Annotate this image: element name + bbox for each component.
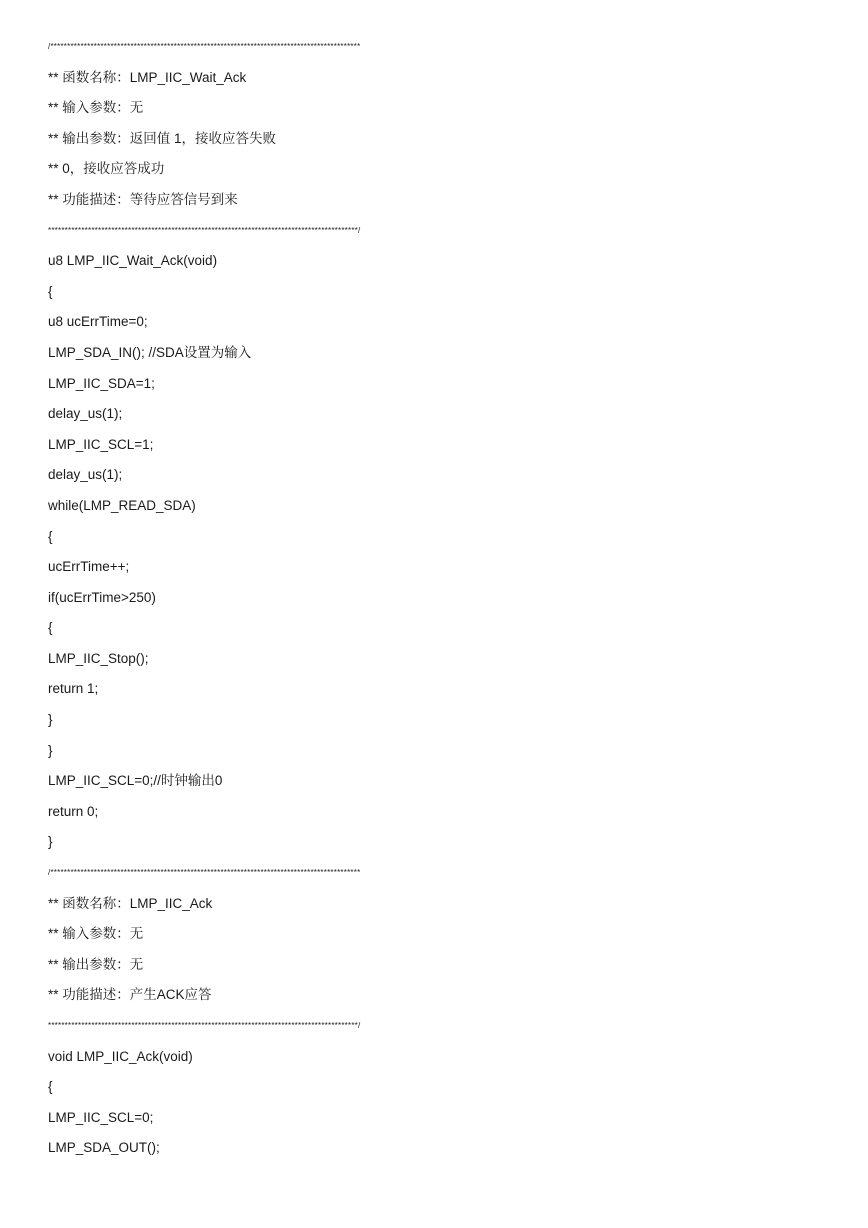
code-line: LMP_IIC_SCL=0; — [48, 1109, 154, 1125]
code-line: delay_us(1); — [48, 467, 123, 483]
code-line: { — [48, 620, 53, 636]
comment-function-name: ** 函数名称：LMP_IIC_Ack — [48, 895, 213, 911]
code-line: LMP_IIC_SCL=0;//时钟输出0 — [48, 773, 223, 789]
code-line: LMP_SDA_IN(); //SDA设置为输入 — [48, 344, 252, 360]
comment-function-name: ** 函数名称：LMP_IIC_Wait_Ack — [48, 69, 247, 85]
code-line: } — [48, 712, 53, 728]
code-line: LMP_IIC_Stop(); — [48, 650, 149, 666]
comment-border-top: /********************************************************************************************* — [48, 42, 361, 51]
code-line: LMP_SDA_OUT(); — [48, 1140, 160, 1156]
code-line: } — [48, 742, 53, 758]
comment-output-params: ** 输出参数：返回值 1，接收应答失败 — [48, 130, 277, 146]
comment-description: ** 功能描述：产生ACK应答 — [48, 987, 212, 1003]
code-line: } — [48, 834, 53, 850]
code-line: return 0; — [48, 803, 99, 819]
comment-border-bottom: *********************************************************************************************/ — [48, 1021, 361, 1030]
code-line: return 1; — [48, 681, 99, 697]
code-line: LMP_IIC_SCL=1; — [48, 436, 154, 452]
code-line: while(LMP_READ_SDA) — [48, 497, 196, 513]
code-line: { — [48, 1079, 53, 1095]
code-line: u8 LMP_IIC_Wait_Ack(void) — [48, 253, 218, 269]
comment-input-params: ** 输入参数：无 — [48, 100, 144, 116]
comment-output-params: ** 输出参数：无 — [48, 956, 144, 972]
comment-border-bottom: *********************************************************************************************/ — [48, 225, 361, 235]
code-line: LMP_IIC_SDA=1; — [48, 375, 155, 391]
code-listing — [48, 36, 360, 1168]
comment-description: ** 功能描述：等待应答信号到来 — [48, 191, 238, 207]
code-line: void LMP_IIC_Ack(void) — [48, 1048, 193, 1064]
code-line: if(ucErrTime>250) — [48, 589, 156, 605]
code-line: { — [48, 283, 53, 299]
code-line: ucErrTime++; — [48, 559, 130, 575]
code-line: { — [48, 528, 53, 544]
comment-border-top: /********************************************************************************************* — [48, 868, 361, 878]
comment-input-params: ** 输入参数：无 — [48, 926, 144, 942]
comment-output-params-cont: ** 0，接收应答成功 — [48, 161, 165, 177]
code-line: u8 ucErrTime=0; — [48, 314, 148, 330]
code-line: delay_us(1); — [48, 406, 123, 422]
